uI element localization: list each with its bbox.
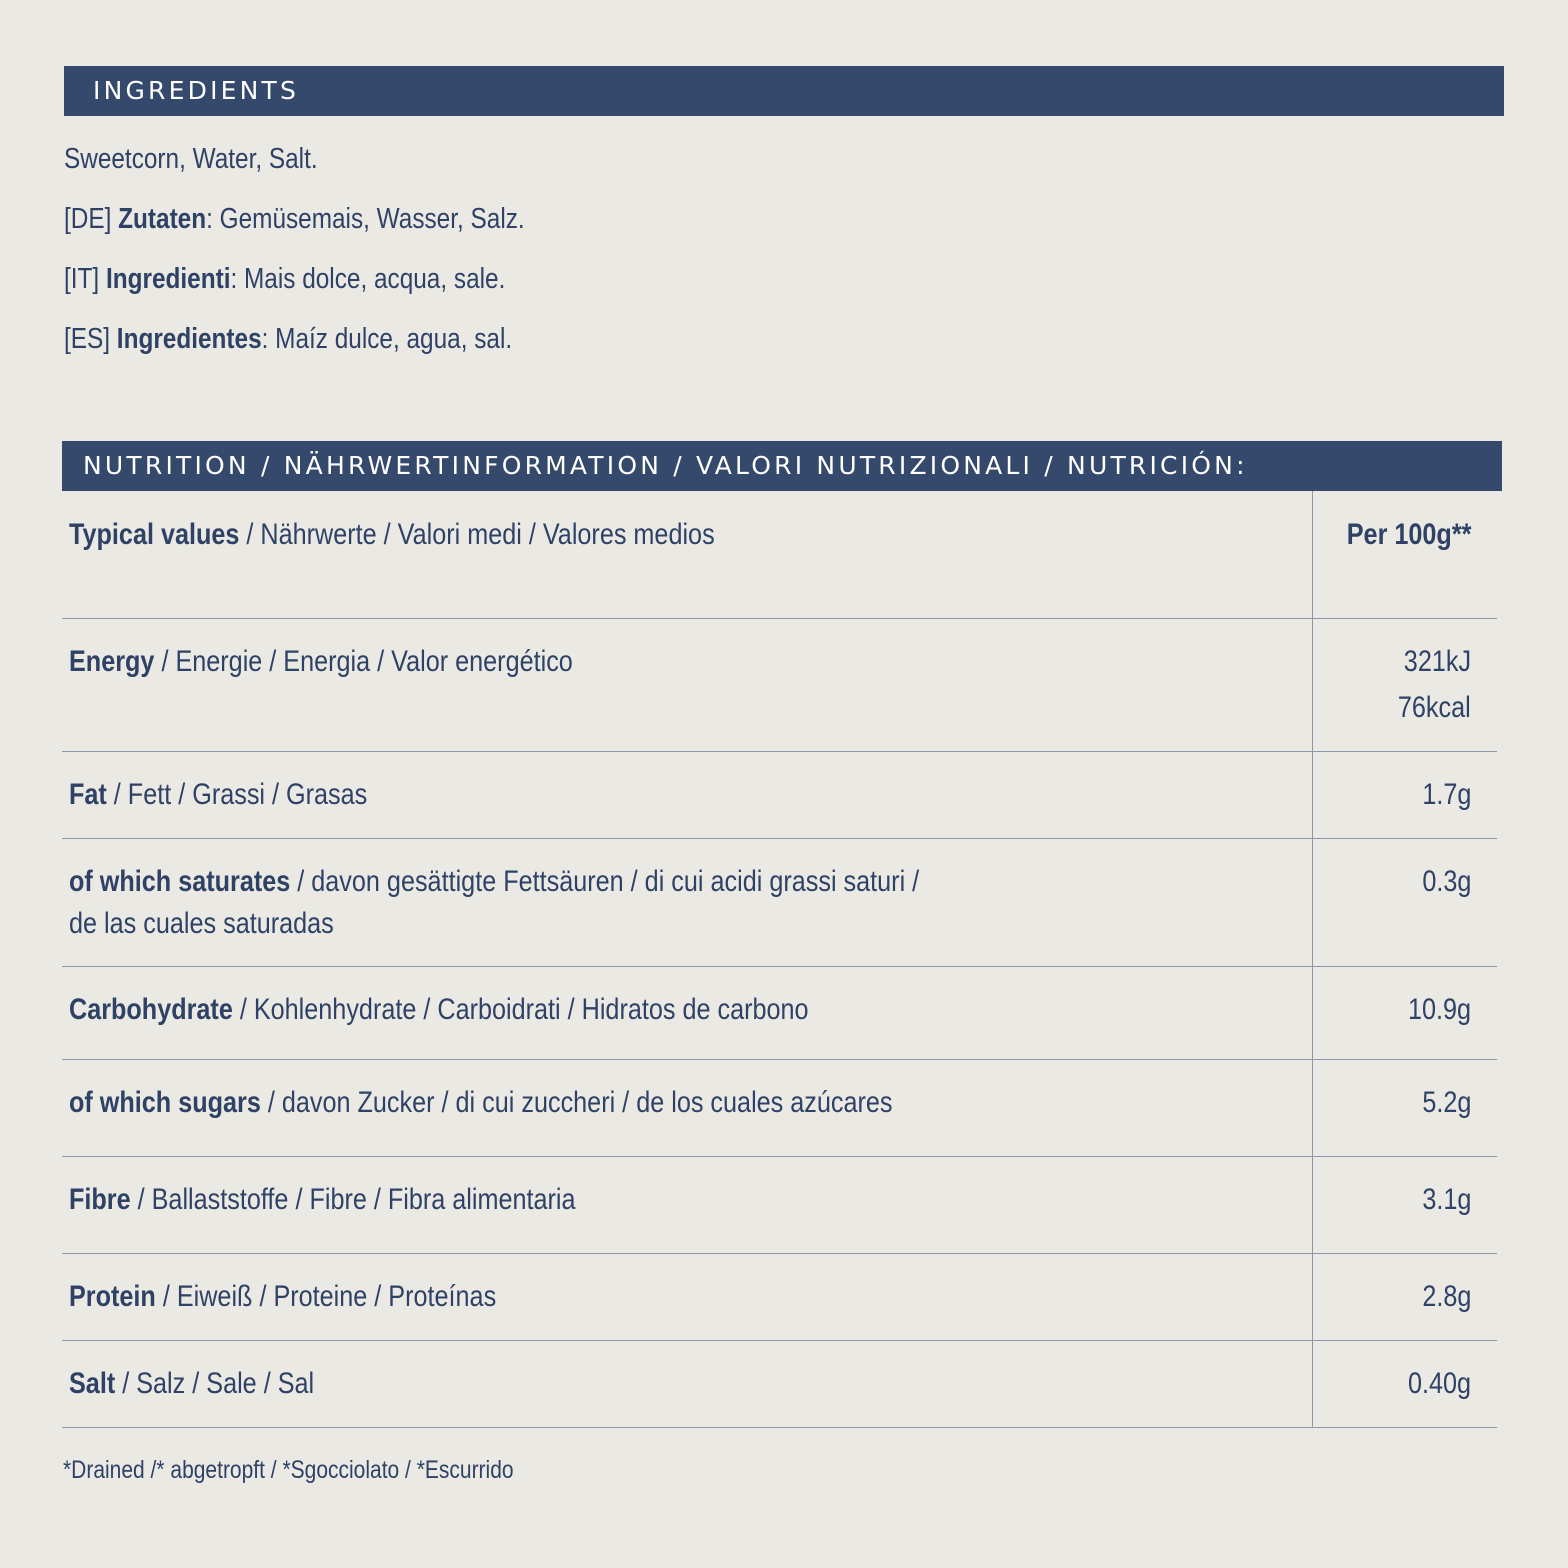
salt-rest: / Salz / Sale / Sal <box>115 1367 315 1400</box>
salt-value: 0.40g <box>1407 1367 1471 1400</box>
saturates-label-line2: de las cuales saturadas <box>69 907 334 940</box>
sugars-value: 5.2g <box>1421 1086 1471 1119</box>
sugars-rest: / davon Zucker / di cui zuccheri / de los cuales azúcares <box>260 1086 893 1119</box>
table-header-row <box>62 491 1497 619</box>
per-100g-label <box>1346 512 1471 558</box>
ingredients-de-text: : Gemüsemais, Wasser, Salz. <box>206 203 525 235</box>
table-row-fat <box>62 752 1497 839</box>
ingredients-it-label: Ingredienti <box>105 263 231 295</box>
ingredients-es-prefix: [ES] <box>64 323 117 355</box>
sugars-label <box>69 1082 893 1124</box>
column-divider <box>1312 491 1313 619</box>
energy-kcal-value: 76kcal <box>1398 691 1471 724</box>
ingredients-it-text: : Mais dolce, acqua, sale. <box>230 263 506 295</box>
saturates-rest: / davon gesättigte Fettsäuren / di cui acidi grassi saturi / <box>290 865 920 898</box>
fat-rest: / Fett / Grassi / Grasas <box>106 778 368 811</box>
column-divider <box>1312 1341 1313 1428</box>
fat-label <box>69 774 367 816</box>
salt-label <box>69 1363 314 1405</box>
carbohydrate-value: 10.9g <box>1407 993 1471 1026</box>
table-row-fibre <box>62 1157 1497 1254</box>
column-divider <box>1312 1157 1313 1254</box>
table-row-salt <box>62 1341 1497 1428</box>
typical-values-label <box>69 514 715 556</box>
ingredients-es-text: : Maíz dulce, agua, sal. <box>261 323 513 355</box>
protein-label <box>69 1276 496 1318</box>
column-divider <box>1312 1254 1313 1341</box>
ingredients-es-label: Ingredientes <box>116 323 262 355</box>
energy-kj-value: 321kJ <box>1403 645 1471 678</box>
ingredients-es <box>64 321 512 357</box>
fibre-bold: Fibre <box>69 1183 131 1216</box>
typical-values-bold: Typical values <box>69 518 240 551</box>
column-divider <box>1312 619 1313 752</box>
fibre-label <box>69 1179 576 1221</box>
column-divider <box>1312 839 1313 967</box>
carbohydrate-rest: / Kohlenhydrate / Carboidrati / Hidratos de carbono <box>232 993 809 1026</box>
sugars-bold: of which sugars <box>69 1086 261 1119</box>
typical-values-rest: / Nährwerte / Valori medi / Valores medios <box>239 518 715 551</box>
ingredients-de-prefix: [DE] <box>64 203 119 235</box>
fat-value: 1.7g <box>1421 778 1471 811</box>
ingredients-english: Sweetcorn, Water, Salt. <box>64 143 318 175</box>
column-divider <box>1312 1060 1313 1157</box>
column-divider <box>1312 752 1313 839</box>
carbohydrate-bold: Carbohydrate <box>69 993 233 1026</box>
saturates-value: 0.3g <box>1421 865 1471 898</box>
fibre-value: 3.1g <box>1421 1183 1471 1216</box>
carbohydrate-label <box>69 989 809 1031</box>
ingredients-it-prefix: [IT] <box>64 263 106 295</box>
energy-rest: / Energie / Energia / Valor energético <box>154 645 573 678</box>
energy-bold: Energy <box>69 645 155 678</box>
protein-rest: / Eiweiß / Proteine / Proteínas <box>155 1280 497 1313</box>
saturates-label <box>69 861 919 903</box>
nutrition-header: NUTRITION / NÄHRWERTINFORMATION / VALORI NUTRIZIONALI / NUTRICIÓN: <box>62 441 1502 491</box>
table-row-carbohydrate <box>62 967 1497 1060</box>
ingredients-de-label: Zutaten <box>118 203 207 235</box>
per-100g-bold: Per 100g** <box>1346 518 1471 551</box>
saturates-bold: of which saturates <box>69 865 291 898</box>
table-row-saturates <box>62 839 1497 967</box>
fat-bold: Fat <box>69 778 107 811</box>
protein-bold: Protein <box>69 1280 156 1313</box>
energy-label <box>69 641 573 683</box>
table-row-sugars <box>62 1060 1497 1157</box>
nutrition-table <box>62 491 1497 1428</box>
ingredients-it <box>64 261 505 297</box>
fibre-rest: / Ballaststoffe / Fibre / Fibra alimentaria <box>130 1183 576 1216</box>
column-divider <box>1312 967 1313 1060</box>
protein-value: 2.8g <box>1421 1280 1471 1313</box>
table-row-protein <box>62 1254 1497 1341</box>
footnote: *Drained /* abgetropft / *Sgocciolato / *Escurrido <box>63 1456 514 1484</box>
table-row-energy <box>62 619 1497 752</box>
ingredients-header: INGREDIENTS <box>64 66 1504 116</box>
salt-bold: Salt <box>69 1367 116 1400</box>
ingredients-de <box>64 201 525 237</box>
